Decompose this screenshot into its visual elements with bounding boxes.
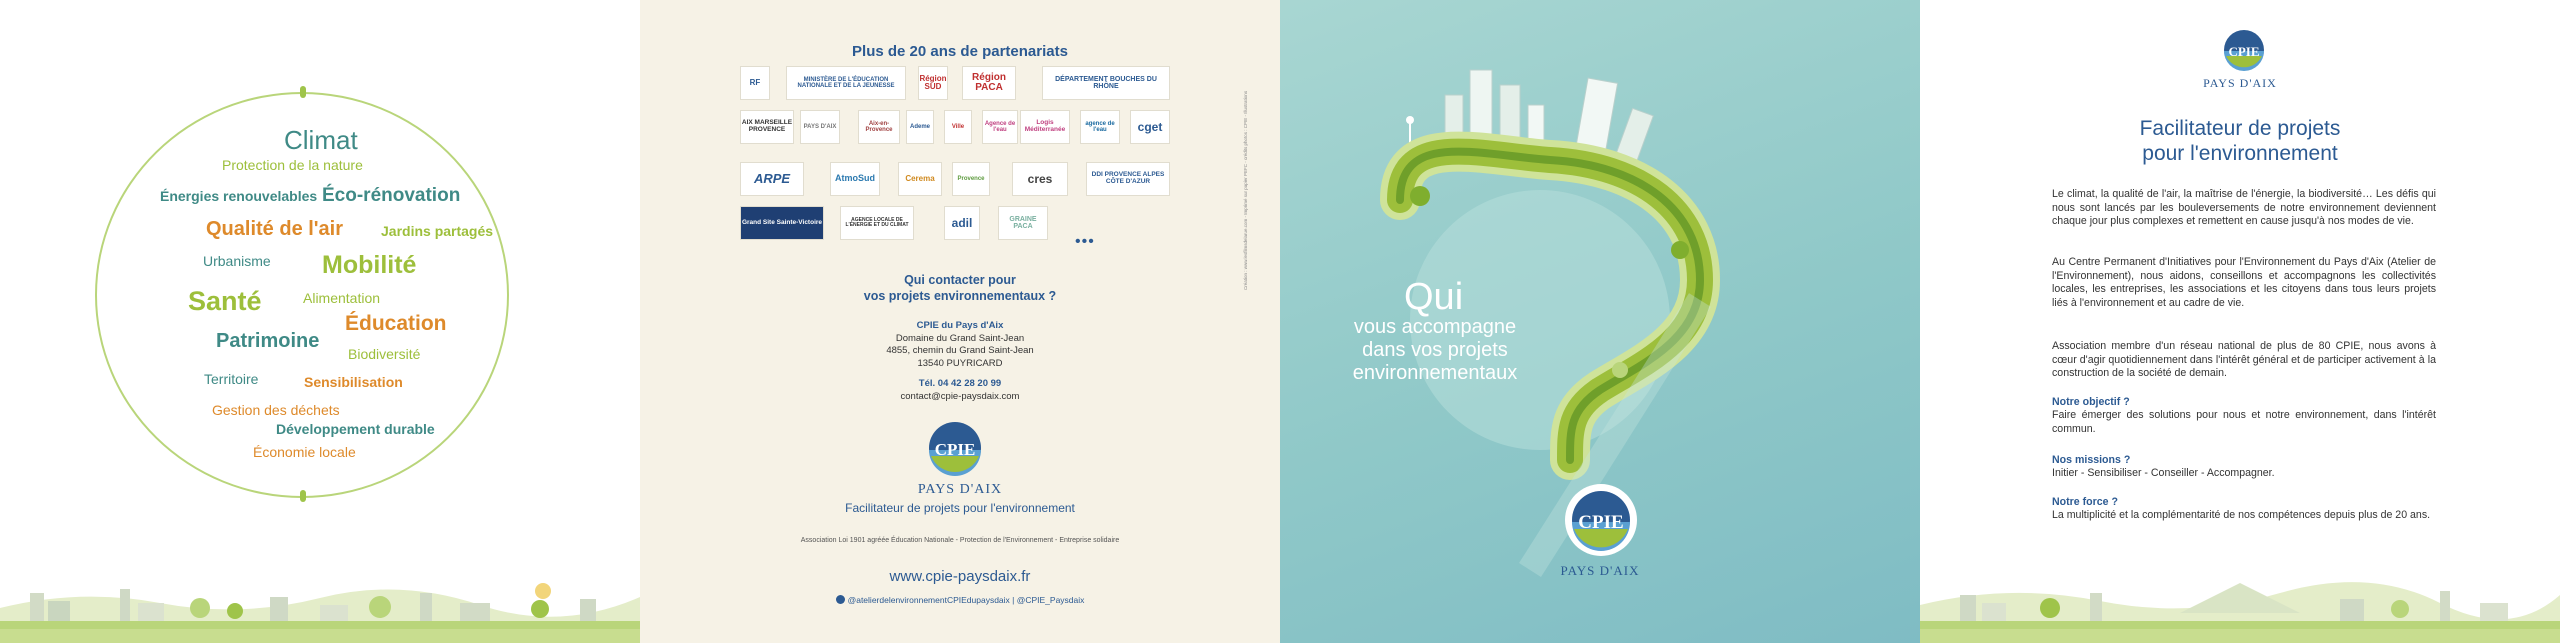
partner-logo-bouches-du-rhone: DÉPARTEMENT BOUCHES DU RHÔNE	[1042, 66, 1170, 100]
partner-logo-sainte-victoire: Grand Site Sainte-Victoire	[740, 206, 824, 240]
more-partners-indicator: •••	[1075, 233, 1095, 250]
word-urbanisme: Urbanisme	[203, 253, 271, 269]
circle-top-tick	[300, 86, 306, 98]
intro-title	[1920, 116, 2560, 166]
intro-panel	[1920, 0, 2560, 643]
word-economie-locale: Économie locale	[253, 444, 356, 460]
partners-title: Plus de 20 ans de partenariats	[852, 43, 1068, 60]
partner-logo-region-paca: Région PACA	[962, 66, 1016, 100]
partner-logo-adil: adil	[944, 206, 980, 240]
contact-email-link[interactable]: contact@cpie-paysdaix.com	[900, 390, 1020, 402]
intro-title-line1: Facilitateur de projets	[2139, 117, 2341, 140]
partner-logo-ville: Ville	[944, 110, 972, 144]
cpie-logo	[1565, 484, 1637, 556]
word-cloud-panel	[0, 0, 640, 643]
partner-logo-graine: GRAINE PACA	[998, 206, 1048, 240]
partner-logo-cres: cres	[1012, 162, 1068, 196]
contact-address1: Domaine du Grand Saint-Jean	[895, 332, 1025, 344]
cover-pays-label: PAYS D'AIX	[1560, 563, 1640, 578]
partner-logo-pays-aix: PAYS D'AIX	[800, 110, 840, 144]
cpie-logo-text: CPIE	[934, 440, 976, 459]
social-handles[interactable]: @atelierdelenvironnementCPIEdupaysdaix | @CPIE_Paysdaix	[847, 595, 1085, 605]
contact-org: CPIE du Pays d'Aix	[916, 320, 1004, 331]
partner-logo-region-sud: Région SUD	[918, 66, 948, 100]
cover-headline-line2: dans vos projets	[1362, 339, 1508, 361]
partner-logo-rf: RF	[740, 66, 770, 100]
word-alimentation: Alimentation	[303, 290, 381, 306]
landscape-illustration	[1920, 553, 2560, 643]
facebook-icon	[836, 595, 845, 604]
cpie-logo-text: CPIE	[2228, 44, 2260, 59]
partner-logo-arpe: ARPE	[740, 162, 804, 196]
social-links[interactable]	[640, 595, 1280, 605]
contact-title-line2: vos projets environnementaux ?	[863, 289, 1057, 303]
contact-phone[interactable]: Tél. 04 42 28 20 99	[918, 378, 1002, 389]
cpie-tagline: Facilitateur de projets pour l'environnement	[845, 501, 1075, 515]
intro-title-line2: pour l'environnement	[2142, 142, 2338, 165]
cover-qui: Qui	[1404, 276, 1464, 318]
partner-logo-ddi: DDI PROVENCE ALPES CÔTE D'AZUR	[1086, 162, 1170, 196]
word-mobilite: Mobilité	[322, 251, 417, 279]
partner-logo-provence: Provence	[952, 162, 990, 196]
word-qualite-air: Qualité de l'air	[206, 218, 344, 240]
word-territoire: Territoire	[204, 371, 259, 387]
partner-logo-agence-eau-circle: Agence de l'eau	[982, 110, 1018, 144]
word-eco-renovation: Éco-rénovation	[322, 185, 461, 206]
cpie-logo	[2222, 28, 2266, 72]
cover-headline-line3: environnementaux	[1352, 362, 1518, 384]
objectif-heading: Notre objectif ?	[2052, 396, 2130, 408]
partner-logo-agence-eau: agence de l'eau	[1080, 110, 1120, 144]
partner-logo-metropole: AIX MARSEILLE PROVENCE	[740, 110, 794, 144]
word-developpement: Développement durable	[276, 421, 435, 437]
partner-logo-ademe: Ademe	[906, 110, 934, 144]
contact-title-line1: Qui contacter pour	[904, 273, 1016, 287]
print-credit: Création : www.lesfilmsdelarue.com - Imprimé sur papier PEFC - crédits photos : CPIE - Illustrations	[1243, 90, 1248, 290]
contact-address2: 4855, chemin du Grand Saint-Jean	[886, 345, 1034, 356]
partner-logo-aix: Aix-en-Provence	[858, 110, 900, 144]
word-education: Éducation	[345, 312, 447, 335]
word-sante: Santé	[188, 286, 262, 316]
cpie-logo	[927, 420, 983, 476]
objectif-text: Faire émerger des solutions pour nous et notre environnement, dans l'intérêt commun.	[2052, 409, 2436, 435]
intro-pays-label: PAYS D'AIX	[2203, 76, 2277, 90]
partner-logo-cerema: Cerema	[898, 162, 942, 196]
missions-text: Initier - Sensibiliser - Conseiller - Accompagner.	[2052, 467, 2275, 479]
intro-paragraph-2: Au Centre Permanent d'Initiatives pour l'Environnement du Pays d'Aix (Atelier de l'Environnement), nous aidons, conseillons et accompagnons les collectivités locales, les entreprises, les associations et les citoyens dans tous leurs projets liés à l'environnement et au cadre de vie.	[2052, 256, 2436, 309]
landscape-illustration	[0, 553, 640, 643]
word-energies: Énergies renouvelables	[160, 188, 318, 204]
cover-headline	[1330, 316, 1540, 385]
word-protection-nature: Protection de la nature	[222, 157, 363, 173]
cpie-pays-label: PAYS D'AIX	[917, 482, 1003, 497]
word-climat: Climat	[284, 125, 358, 155]
word-biodiversite: Biodiversité	[348, 346, 421, 362]
partner-logo-cget: cget	[1130, 110, 1170, 144]
contact-title	[640, 272, 1280, 304]
association-statement: Association Loi 1901 agréée Éducation Nationale - Protection de l'Environnement - Entreprise solidaire	[800, 537, 1120, 544]
intro-paragraph-1: Le climat, la qualité de l'air, la maîtrise de l'énergie, la biodiversité… Les défis qui nous sont lancés par les bouleversements de notre environnement deviennent chaque jour plus complexes et remettent en cause jusqu'à nos modes de vie.	[2052, 188, 2436, 227]
word-patrimoine: Patrimoine	[216, 330, 320, 352]
force-text: La multiplicité et la complémentarité de nos compétences depuis plus de 20 ans.	[2052, 509, 2431, 521]
cover-logo-badge	[1565, 484, 1637, 556]
website-link[interactable]: www.cpie-paysdaix.fr	[889, 568, 1031, 585]
cover-headline-line1: vous accompagne	[1353, 316, 1517, 338]
partner-logo-atmosud: AtmoSud	[830, 162, 880, 196]
force-heading: Notre force ?	[2052, 496, 2118, 508]
word-gestion-dechets: Gestion des déchets	[212, 402, 340, 418]
word-jardins: Jardins partagés	[381, 223, 494, 239]
missions-heading: Nos missions ?	[2052, 454, 2131, 466]
word-sensibilisation: Sensibilisation	[304, 374, 403, 390]
partner-logo-logis: Logis Méditerranée	[1020, 110, 1070, 144]
contact-address3: 13540 PUYRICARD	[917, 357, 1003, 369]
contact-address-block	[640, 320, 1280, 403]
partner-logo-ministere: MINISTÈRE DE L'ÉDUCATION NATIONALE ET DE LA JEUNESSE	[786, 66, 906, 100]
circle-bottom-tick	[300, 490, 306, 502]
partner-logo-alec: AGENCE LOCALE DE L'ÉNERGIE ET DU CLIMAT	[840, 206, 914, 240]
intro-paragraph-3: Association membre d'un réseau national de plus de 80 CPIE, nous avons à cœur d'agir quotidiennement dans l'intérêt général et de participer activement à la construction de la société de demain.	[2052, 340, 2436, 379]
cpie-logo-text: CPIE	[1578, 512, 1624, 533]
